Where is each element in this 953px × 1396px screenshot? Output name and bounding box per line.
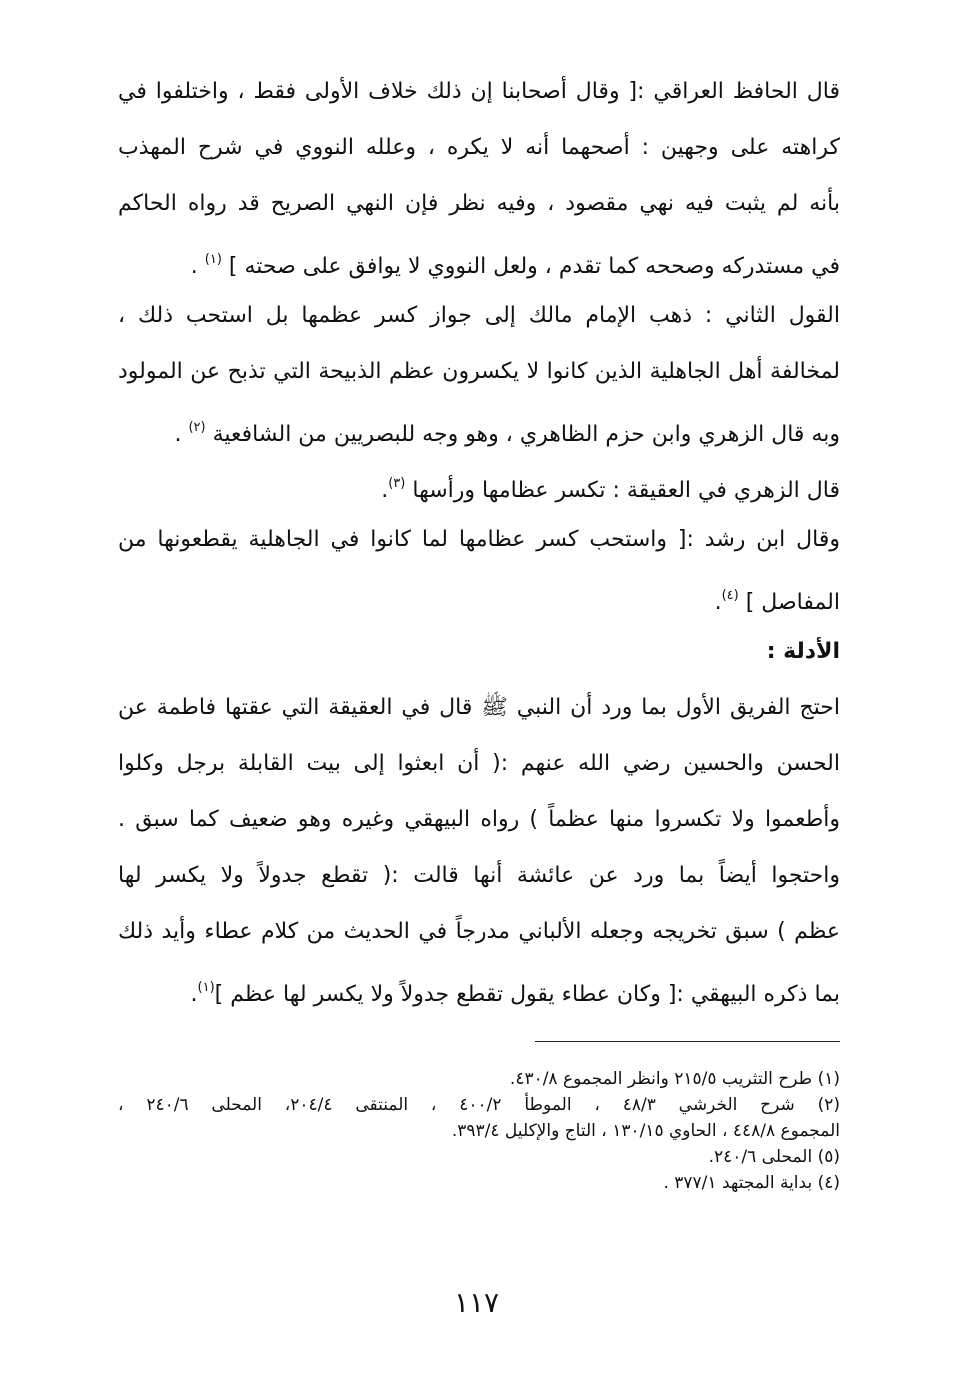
footnotes <box>118 1066 840 1196</box>
body-line: واحتجوا أيضاً بما ورد عن عائشة أنها قالت :( تقطع جدولاً ولا يكسر لها <box>118 863 840 888</box>
body-line: الحسن والحسين رضي الله عنهم :( أن ابعثوا إلى بيت القابلة برجل وكلوا <box>118 751 840 776</box>
period: . <box>381 478 389 503</box>
footnote-marker: (٤) <box>721 588 739 603</box>
footnote-line: المجموع ٤٤٨/٨ ، الحاوي ١٣٠/١٥ ، التاج والإكليل ٣٩٣/٤. <box>451 1121 840 1141</box>
body-line <box>118 400 840 456</box>
period: . <box>190 254 198 279</box>
body-line <box>118 456 840 512</box>
body-line: وقال ابن رشد :[ واستحب كسر عظامها لما كانوا في الجاهلية يقطعونها من <box>118 527 840 552</box>
body-line: لمخالفة أهل الجاهلية الذين كانوا لا يكسرون عظم الذبيحة التي تذبح عن المولود <box>118 359 840 384</box>
footnote-line: (٢) شرح الخرشي ٤٨/٣ ، الموطأ ٤٠٠/٢ ، المنتقى ٢٠٤/٤، المحلى ٢٤٠/٦ ، <box>118 1095 841 1115</box>
footnote-separator <box>535 1041 840 1042</box>
body-line: احتج الفريق الأول بما ورد أن النبي ﷺ قال في العقيقة التي عقتها فاطمة عن <box>118 695 840 720</box>
period: . <box>714 590 722 615</box>
body-line <box>118 568 840 624</box>
footnote-marker: (٢) <box>188 420 206 435</box>
footnote-marker: (١) <box>204 252 222 267</box>
section-heading: الأدلة : <box>766 639 840 664</box>
footnote-line: (١) طرح التثريب ٢١٥/٥ وانظر المجموع ٤٣٠/٨. <box>509 1069 840 1089</box>
footnote-line: (٥) المحلى ٢٤٠/٦. <box>708 1147 840 1167</box>
body-line <box>118 232 840 288</box>
body-line: القول الثاني : ذهب الإمام مالك إلى جواز كسر عظمها بل استحب ذلك ، <box>118 303 840 328</box>
body-line: عظم ) سبق تخريجه وجعله الألباني مدرجاً في الحديث من كلام عطاء وأيد ذلك <box>118 919 840 944</box>
footnote-line: (٤) بداية المجتهد ٣٧٧/١ . <box>663 1173 840 1193</box>
body-line-text: وبه قال الزهري وابن حزم الظاهري ، وهو وجه للبصريين من الشافعية <box>212 422 840 447</box>
period: . <box>190 982 198 1007</box>
body-line-text: بما ذكره البيهقي :[ وكان عطاء يقول تقطع جدولاً ولا يكسر لها عظم ] <box>214 982 840 1007</box>
body-line: كراهته على وجهين : أصحهما أنه لا يكره ، وعلله النووي في شرح المهذب <box>118 135 840 160</box>
body-line-text: في مستدركه وصححه كما تقدم ، ولعل النووي لا يوافق على صحته ] <box>228 254 840 279</box>
main-text <box>118 64 840 1016</box>
body-line-text: المفاصل ] <box>745 590 840 615</box>
body-line-text: قال الزهري في العقيقة : تكسر عظامها ورأسها <box>412 478 840 503</box>
body-line <box>118 960 840 1016</box>
period: . <box>174 422 182 447</box>
body-line: قال الحافظ العراقي :[ وقال أصحابنا إن ذلك خلاف الأولى فقط ، واختلفوا في <box>118 79 840 104</box>
page-number: ١١٧ <box>453 1286 500 1319</box>
footnote-marker: (٣) <box>388 476 406 491</box>
body-line: وأطعموا ولا تكسروا منها عظماً ) رواه البيهقي وغيره وهو ضعيف كما سبق . <box>118 807 840 832</box>
footnote-marker: (١) <box>197 980 215 995</box>
body-line: بأنه لم يثبت فيه نهي مقصود ، وفيه نظر فإن النهي الصريح قد رواه الحاكم <box>118 191 840 216</box>
